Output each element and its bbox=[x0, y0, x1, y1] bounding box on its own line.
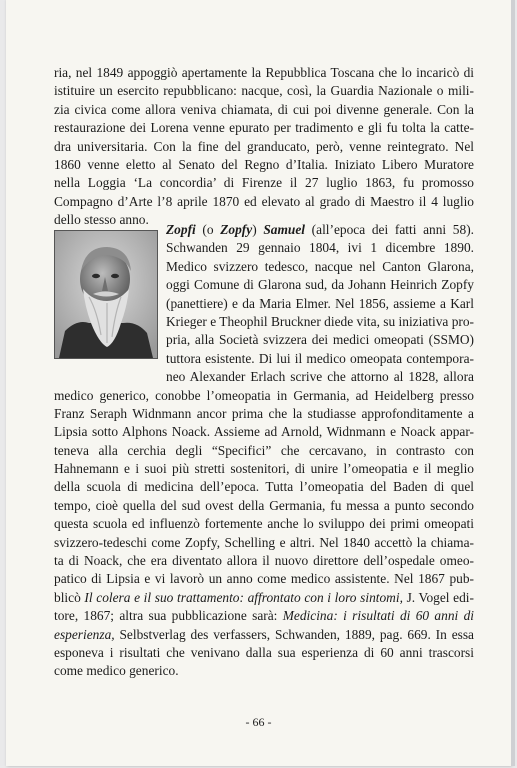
text-line: zia civica come allora veniva chiamata, di cui poi divenne generale. Con la bbox=[54, 101, 474, 117]
text-line: neo Alexander Erlach scrive che attorno al 1828, allora bbox=[166, 369, 474, 385]
text-line: dello stesso anno. bbox=[54, 212, 149, 228]
text-line: Krieger e Theophil Bruckner diede vita, su iniziativa pro- bbox=[166, 313, 475, 329]
entry-paragraph bbox=[54, 221, 474, 681]
text-line: Hahnemann e i suoi più stretti sostenitori, di unire l’omeopatia e il meglio bbox=[54, 461, 474, 477]
text-line: questa scuola ed influenzò fortemente anche lo sviluppo dei primi omeopati bbox=[54, 516, 474, 532]
book-title-line bbox=[54, 626, 474, 644]
text-line: Franz Seraph Widnmann ancor prima che la studiasse approfonditamente a bbox=[54, 405, 474, 421]
text-fragment: Selbstverlag des verfassers, Schwanden, 1889, pag. 669. In essa bbox=[114, 626, 474, 642]
entry-name-alt: Zopfy bbox=[220, 222, 253, 237]
text-fragment: blicò bbox=[54, 589, 85, 605]
book-title: Medicina: i risultati di 60 anni di bbox=[282, 608, 474, 624]
text-line: pria, alla Società svizzera dei medici omeopati (SSMO) bbox=[166, 332, 474, 348]
book-title: Il colera e il suo trattamento: affrontato con i loro sintomi, bbox=[84, 589, 403, 605]
text-line: della scuola di medicina dell’epoca. Tutta l’omeopatia del Baden di quel bbox=[54, 479, 474, 495]
text-line: Lipsia sotto Alphons Noack. Assieme ad Arnold, Widnmann e Noack appar- bbox=[54, 424, 474, 440]
entry-name: Zopfi bbox=[166, 222, 196, 237]
text-line: tuttora esistente. Di lui il medico omeopata contempora- bbox=[166, 350, 474, 366]
text-line: ria, nel 1849 appoggiò apertamente la Repubblica Toscana che lo incaricò di bbox=[54, 65, 474, 80]
text-line: ta di Noack, che era diventato allora il nuovo direttore dell’ospedale omeo- bbox=[54, 553, 474, 569]
book-title-line bbox=[54, 607, 474, 625]
text-line: dra universitaria. Con la fine del granducato, però, venne reintegrato. Nel bbox=[54, 138, 474, 154]
text-line: nella Loggia ‘La concordia’ di Firenze il 27 luglio 1863, fu promosso bbox=[54, 175, 474, 191]
text-fragment: (o bbox=[195, 222, 221, 237]
text-line: Schwanden 29 gennaio 1804, ivi 1 dicembre 1890. bbox=[166, 240, 474, 256]
book-title-line bbox=[54, 589, 474, 607]
text-line: Compagno d’Arte l’8 aprile 1870 ed elevato al grado di Maestro il 4 luglio bbox=[54, 193, 474, 209]
text-fragment: J. Vogel edi- bbox=[402, 589, 474, 605]
text-line: restaurazione dei Lorena venne epurato per tradimento e gli fu tolta la catte- bbox=[54, 120, 474, 136]
text-line: svizzero-tedeschi come Zopfy, Schelling e altri. Nel 1840 accettò la chiama- bbox=[54, 534, 474, 550]
text-line: come medico generico. bbox=[54, 663, 179, 679]
text-line: oggi Comune di Glarona sud, da Johann Heinrich Zopfy bbox=[166, 277, 474, 293]
text-line: esponeva i risultati che venivano dalla sua esperienza di 60 anni trascorsi bbox=[54, 644, 474, 660]
text-line: Medico svizzero tedesco, nacque nel Canton Glarona, bbox=[166, 258, 474, 274]
text-line: istituire un esercito repubblicano: nacque, così, la Guardia Nazionale o mili- bbox=[54, 83, 474, 99]
text-fragment: ) bbox=[252, 222, 264, 237]
text-line: (panettiere) e da Maria Elmer. Nel 1856, assieme a Karl bbox=[166, 295, 474, 311]
text-fragment: tore, 1867; altra sua pubblicazione sarà: bbox=[54, 608, 283, 624]
book-title: esperienza, bbox=[54, 626, 115, 642]
text-line: patico di Lipsia e vi lavorò un anno come medico assistente. Nel 1867 pub- bbox=[54, 571, 474, 587]
text-fragment: (all’epoca dei fatti anni 58). bbox=[305, 222, 475, 237]
text-line: tempo, cioè quella del sud ovest della Germania, fu messa a punto secondo bbox=[54, 497, 474, 513]
page-number: - 66 - bbox=[245, 715, 272, 729]
text-line: medico generico, conobbe l’omeopatia in Germania, ad Heidelberg presso bbox=[54, 387, 474, 403]
entry-given-name: Samuel bbox=[263, 222, 306, 237]
entry-header-line bbox=[166, 221, 474, 239]
text-line: 1860 venne eletto al Senato del Regno d’Italia. Iniziato Libero Muratore bbox=[54, 156, 474, 172]
text-line: teneva alla cerchia degli “Specifici” che cercavano, in contrasto con bbox=[54, 442, 474, 458]
document-page bbox=[6, 0, 511, 766]
intro-paragraph bbox=[54, 64, 474, 230]
